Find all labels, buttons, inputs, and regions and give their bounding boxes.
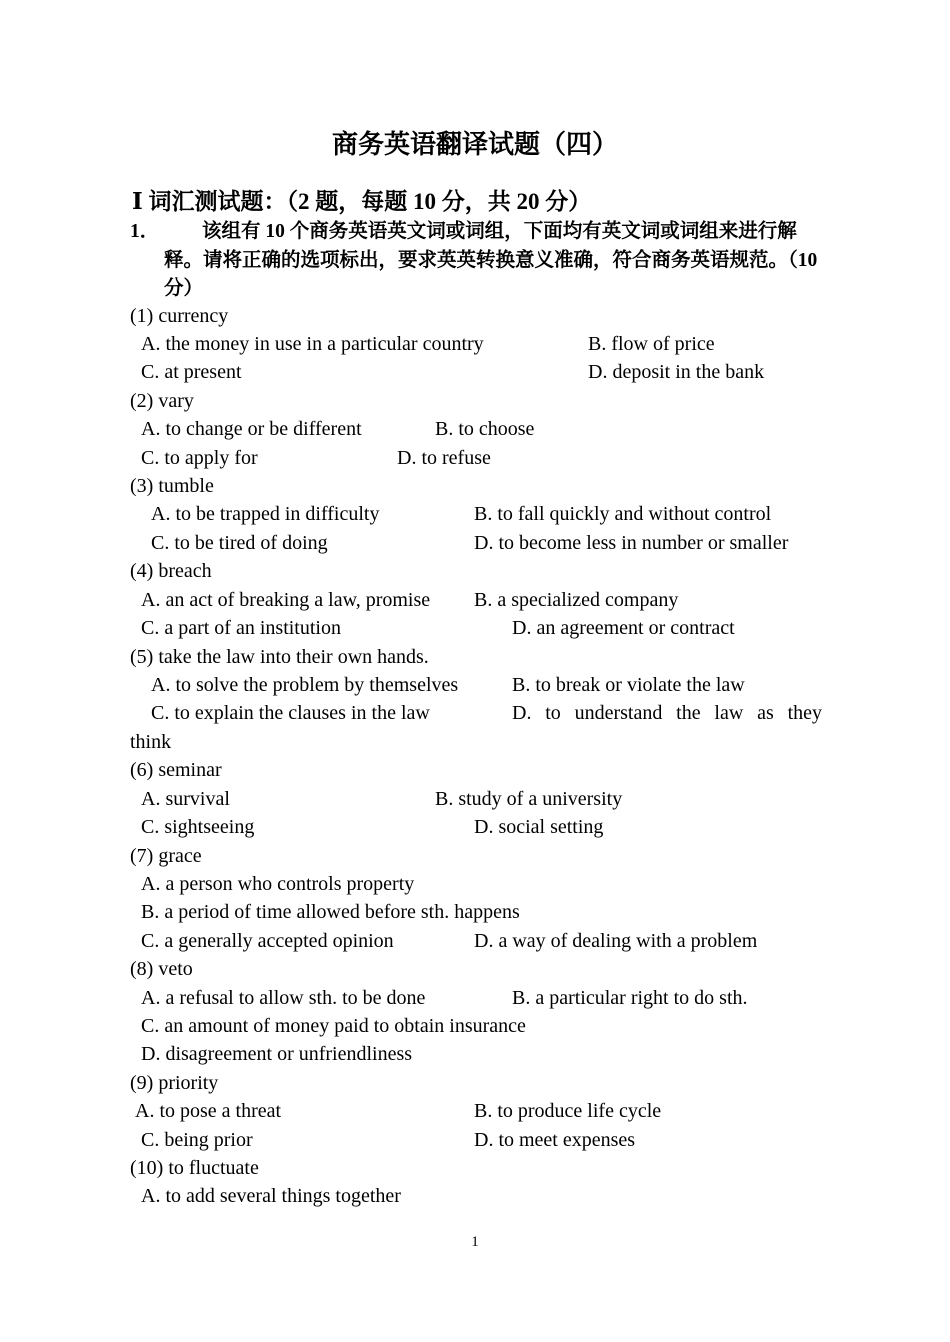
question-5-option-b: B. to break or violate the law: [512, 674, 745, 696]
question-8-option-a: A. a refusal to allow sth. to be done: [141, 987, 426, 1009]
option-d-word: the: [676, 702, 701, 724]
question-5-option-d-continuation: think: [130, 731, 172, 753]
option-d-word: understand: [574, 702, 663, 724]
question-10-label: (10) to fluctuate: [130, 1157, 259, 1179]
question-2-option-c: C. to apply for: [141, 447, 258, 469]
question-9-label: (9) priority: [130, 1072, 219, 1094]
question-1-label: (1) currency: [130, 305, 229, 327]
question-1-option-d: D. deposit in the bank: [588, 361, 765, 383]
question-4-option-d: D. an agreement or contract: [512, 617, 735, 639]
instruction-block: [130, 218, 822, 304]
question-8-option-d: D. disagreement or unfriendliness: [141, 1043, 413, 1065]
question-7-option-c: C. a generally accepted opinion: [141, 930, 394, 952]
question-5-option-d: [512, 699, 822, 727]
question-1-option-b: B. flow of price: [588, 333, 715, 355]
question-4-option-b: B. a specialized company: [474, 589, 679, 611]
question-2-option-b: B. to choose: [435, 418, 535, 440]
section-heading: Ⅰ 词汇测试题：（2 题，每题 10 分，共 20 分）: [132, 189, 592, 214]
question-8-option-c: C. an amount of money paid to obtain insurance: [141, 1015, 526, 1037]
question-7-label: (7) grace: [130, 845, 202, 867]
question-5-label: (5) take the law into their own hands.: [130, 646, 429, 668]
question-5-option-c: C. to explain the clauses in the law: [151, 702, 430, 724]
instruction-text: 该组有 10 个商务英语英文词或词组，下面均有英文词或词组来进行解释。请将正确的选项标出，要求英英转换意义准确，符合商务英语规范。（10 分）: [164, 221, 818, 299]
question-7-option-a: A. a person who controls property: [141, 873, 415, 895]
question-8-label: (8) veto: [130, 958, 193, 980]
question-1-option-c: C. at present: [141, 361, 242, 383]
question-9-option-b: B. to produce life cycle: [474, 1100, 662, 1122]
question-2-option-d: D. to refuse: [397, 447, 491, 469]
question-8-option-b: B. a particular right to do sth.: [512, 987, 748, 1009]
question-3-option-b: B. to fall quickly and without control: [474, 503, 772, 525]
option-d-word: D.: [512, 702, 532, 724]
question-6-option-b: B. study of a university: [435, 788, 623, 810]
question-3-option-a: A. to be trapped in difficulty: [151, 503, 380, 525]
question-1-option-a: A. the money in use in a particular country: [141, 333, 484, 355]
question-9-option-a: A. to pose a threat: [135, 1100, 282, 1122]
question-2-label: (2) vary: [130, 390, 194, 412]
question-4-option-a: A. an act of breaking a law, promise: [141, 589, 431, 611]
option-d-word: as: [757, 702, 774, 724]
question-6-option-d: D. social setting: [474, 816, 604, 838]
option-d-word: to: [545, 702, 561, 724]
question-6-option-a: A. survival: [141, 788, 230, 810]
question-6-label: (6) seminar: [130, 759, 222, 781]
question-3-option-d: D. to become less in number or smaller: [474, 532, 789, 554]
question-6-option-c: C. sightseeing: [141, 816, 255, 838]
instruction-number: 1．: [130, 221, 160, 242]
question-9-option-d: D. to meet expenses: [474, 1129, 636, 1151]
question-9-option-c: C. being prior: [141, 1129, 253, 1151]
page-number: 1: [471, 1234, 479, 1250]
question-7-option-d: D. a way of dealing with a problem: [474, 930, 758, 952]
option-d-word: they: [787, 702, 822, 724]
question-7-option-b: B. a period of time allowed before sth. happens: [141, 901, 520, 923]
question-4-label: (4) breach: [130, 560, 212, 582]
question-10-option-a: A. to add several things together: [141, 1185, 401, 1207]
question-3-option-c: C. to be tired of doing: [151, 532, 328, 554]
question-5-option-a: A. to solve the problem by themselves: [151, 674, 459, 696]
option-d-word: law: [714, 702, 744, 724]
question-3-label: (3) tumble: [130, 475, 214, 497]
question-2-option-a: A. to change or be different: [141, 418, 362, 440]
question-4-option-c: C. a part of an institution: [141, 617, 341, 639]
page-title: 商务英语翻译试题（四）: [331, 130, 618, 159]
